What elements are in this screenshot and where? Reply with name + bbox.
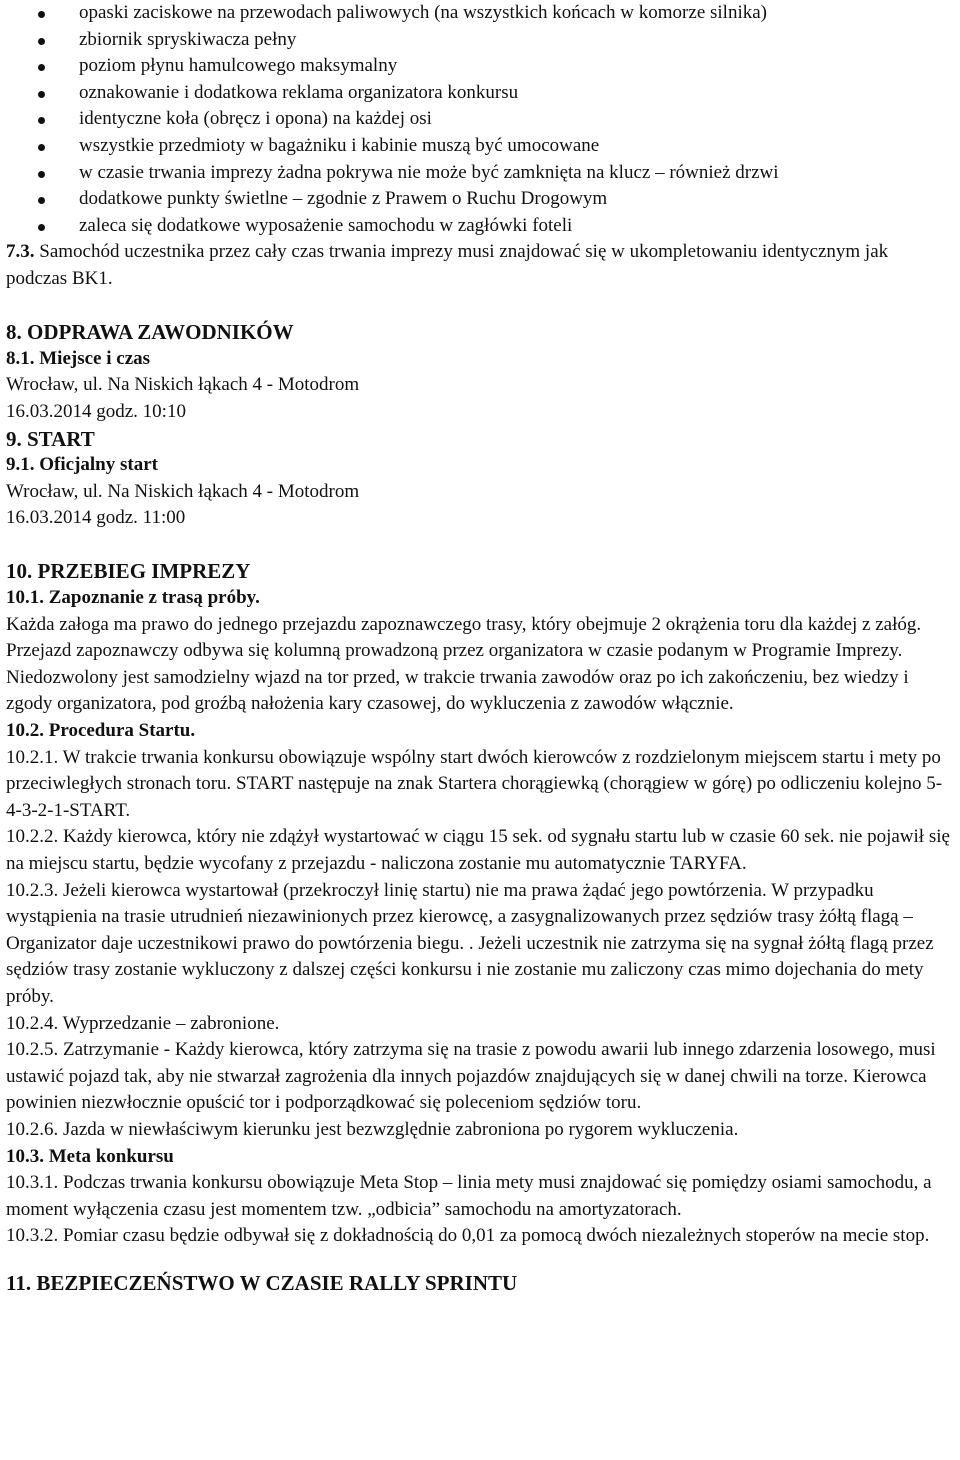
equipment-checklist: [6, 0, 954, 239]
section-10-1-paragraph: Każda załoga ma prawo do jednego przejazdu zapoznawczego trasy, który obejmuje 2 okrążenia toru dla każdej z załóg. Przejazd zapoznawczy odbywa się kolumną prowadzoną przez organizatora w czasie podanym w Programie Imprezy. Niedozwolony jest samodzielny wjazd na tor przed, w trakcie trwania zawodów oraz po ich zakończeniu, bez wiedzy i zgody organizatora, pod groźbą nałożenia kary czasowej, do wykluczenia z zawodów włącznie.: [6, 613, 922, 715]
section-10-1-heading: 10.1. Zapoznanie z trasą próby.: [6, 587, 260, 609]
section-10-2-1-paragraph: 10.2.1. W trakcie trwania konkursu obowiązuje wspólny start dwóch kierowców z rozdzielonym miejscem startu i mety po przeciwległych stronach toru. START następuje na znak Startera chorągiewką (chorągiew w górę) po odliczeniu kolejno 5-4-3-2-1-START.: [6, 746, 943, 821]
section-10-2-6-paragraph: 10.2.6. Jazda w niewłaściwym kierunku jest bezwzględnie zabroniona po rygorem wykluczenia.: [6, 1118, 739, 1140]
bullet-icon: [38, 144, 45, 151]
list-item: zbiornik spryskiwacza pełny: [6, 27, 954, 54]
section-11-heading: 11. BEZPIECZEŃSTWO W CZASIE RALLY SPRINTU: [6, 1270, 518, 1295]
briefing-location: Wrocław, ul. Na Niskich łąkach 4 - Motodrom: [6, 374, 360, 396]
section-10-3-heading: 10.3. Meta konkursu: [6, 1145, 174, 1167]
spacer: [6, 532, 954, 559]
section-10-3-2-paragraph: 10.3.2. Pomiar czasu będzie odbywał się z dokładnością do 0,01 za pomocą dwóch niezależnych stoperów na mecie stop.: [6, 1225, 930, 1247]
bullet-icon: [38, 117, 45, 124]
bullet-icon: [38, 197, 45, 204]
start-location: Wrocław, ul. Na Niskich łąkach 4 - Motodrom: [6, 480, 360, 502]
list-item: dodatkowe punkty świetlne – zgodnie z Prawem o Ruchu Drogowym: [6, 186, 954, 213]
bullet-icon: [38, 11, 45, 18]
list-item: identyczne koła (obręcz i opona) na każdej osi: [6, 106, 954, 133]
bullet-icon: [38, 64, 45, 71]
list-item: w czasie trwania imprezy żadna pokrywa nie może być zamknięta na klucz – również drzwi: [6, 160, 954, 187]
list-item: wszystkie przedmioty w bagażniku i kabinie muszą być umocowane: [6, 133, 954, 160]
section-10-2-2-paragraph: 10.2.2. Każdy kierowca, który nie zdążył wystartować w ciągu 15 sek. od sygnału startu lub w czasie 60 sek. nie pojawił się na miejscu startu, będzie wycofany z przejazdu - naliczona zostanie mu automatycznie TARYFA.: [6, 826, 950, 874]
start-date: 16.03.2014 godz. 11:00: [6, 507, 186, 529]
spacer: [6, 293, 954, 320]
section-8-1-heading: 8.1. Miejsce i czas: [6, 347, 151, 369]
section-9-heading: 9. START: [6, 426, 95, 451]
section-number: 7.3.: [6, 241, 35, 263]
section-10-heading: 10. PRZEBIEG IMPREZY: [6, 559, 251, 584]
section-7-3-paragraph: [6, 239, 954, 292]
section-8-heading: 8. ODPRAWA ZAWODNIKÓW: [6, 320, 294, 345]
bullet-icon: [38, 91, 45, 98]
list-item: zaleca się dodatkowe wyposażenie samochodu w zagłówki foteli: [6, 213, 954, 240]
briefing-date: 16.03.2014 godz. 10:10: [6, 400, 186, 422]
paragraph-text: Samochód uczestnika przez cały czas trwania imprezy musi znajdować się w ukompletowaniu identycznym jak podczas BK1.: [6, 241, 889, 289]
list-item: oznakowanie i dodatkowa reklama organizatora konkursu: [6, 80, 954, 107]
list-item: poziom płynu hamulcowego maksymalny: [6, 53, 954, 80]
bullet-icon: [38, 38, 45, 45]
bullet-icon: [38, 171, 45, 178]
section-10-3-1-paragraph: 10.3.1. Podczas trwania konkursu obowiązuje Meta Stop – linia mety musi znajdować się pomiędzy osiami samochodu, a moment wyłączenia czasu jest momentem tzw. „odbicia” samochodu na amortyzatorach.: [6, 1172, 932, 1220]
section-9-1-heading: 9.1. Oficjalny start: [6, 454, 158, 476]
bullet-icon: [38, 224, 45, 231]
section-10-2-4-paragraph: 10.2.4. Wyprzedzanie – zabronione.: [6, 1012, 280, 1034]
section-10-2-heading: 10.2. Procedura Startu.: [6, 720, 196, 742]
section-10-2-3-paragraph: 10.2.3. Jeżeli kierowca wystartował (przekroczył linię startu) nie ma prawa żądać jego powtórzenia. W przypadku wystąpienia na trasie utrudnień niezawinionych przez kierowcę, a zasygnalizowanych przez sędziów trasy żółtą flagą – Organizator daje uczestnikowi prawo do powtórzenia biegu. . Jeżeli uczestnik nie zatrzyma się na sygnał żółtą flagą przez sędziów trasy zostanie wykluczony z dalszej części konkursu i nie zostanie mu zaliczony czas mimo dojechania do mety próby.: [6, 879, 934, 1007]
list-item: opaski zaciskowe na przewodach paliwowych (na wszystkich końcach w komorze silnika): [6, 0, 954, 27]
section-10-2-5-paragraph: 10.2.5. Zatrzymanie - Każdy kierowca, który zatrzyma się na trasie z powodu awarii lub innego zdarzenia losowego, musi ustawić pojazd tak, aby nie stwarzał zagrożenia dla innych pojazdów znajdujących się w danej chwili na torze. Kierowca powinien niezwłocznie opuścić tor i podporządkować się poleceniom sędziów toru.: [6, 1039, 936, 1114]
